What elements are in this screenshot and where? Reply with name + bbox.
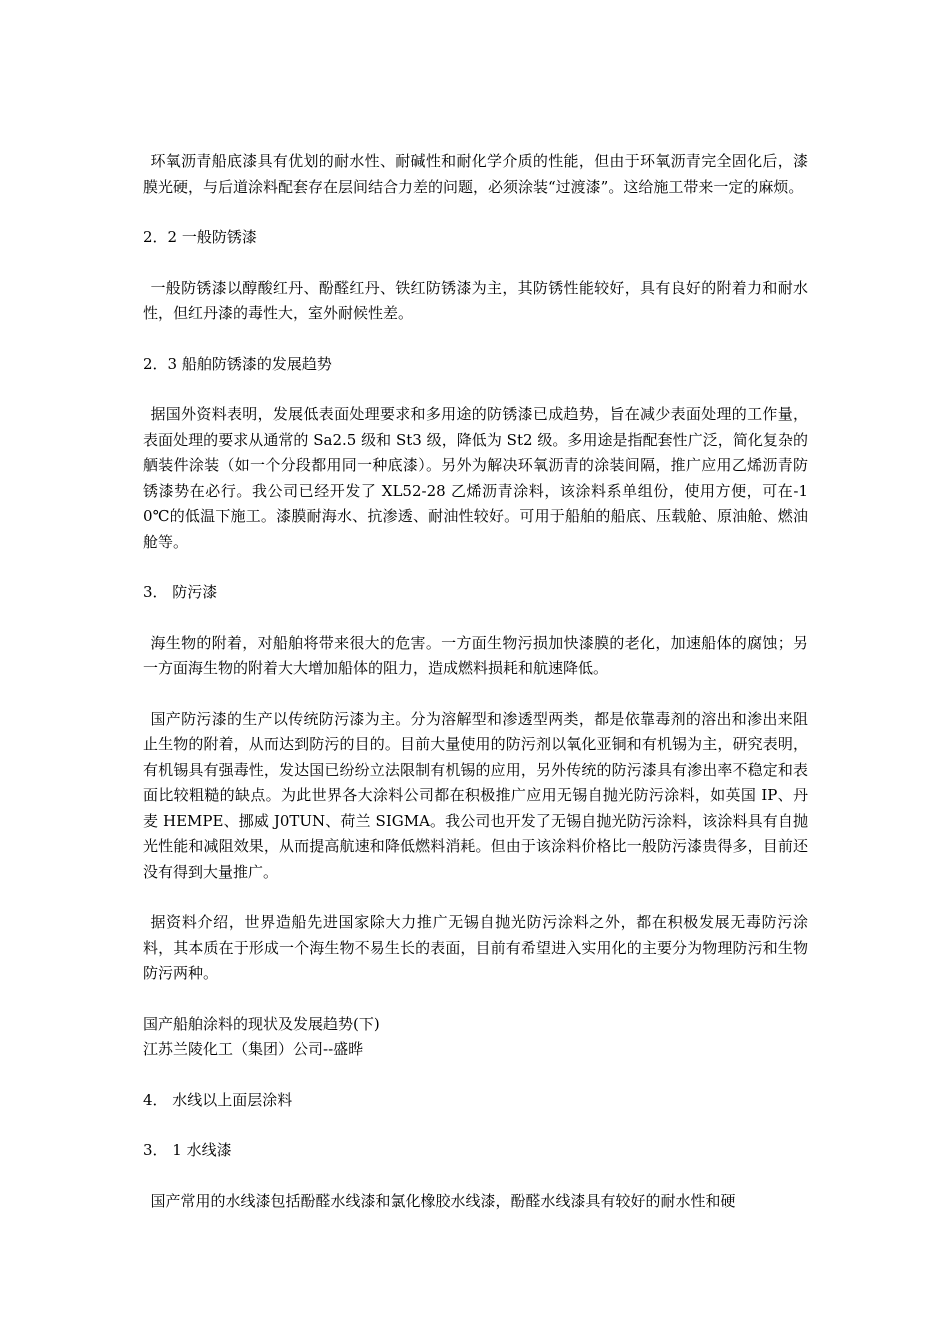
paragraph-antirust-trends: 据国外资料表明，发展低表面处理要求和多用途的防锈漆已成趋势，旨在减少表面处理的工作量，表面处理的要求从通常的 Sa2.5 级和 St3 级，降低为 St2 级。多用途是指配套性广泛，简化复杂的舾装件涂装（如一个分段都用同一种底漆）。另外为解决环氧沥青的涂装间隔，推广应用乙烯沥青防锈漆势在必行。我公司已经开发了 XL52-28 乙烯沥青涂料，该涂料系单组份，使用方便，可在-10℃的低温下施工。漆膜耐海水、抗渗透、耐油性较好。可用于船舶的船底、压载舱、原油舱、燃油舱等。 — [143, 405, 808, 551]
paragraph-gap — [143, 251, 808, 276]
paragraph-gap — [143, 606, 808, 631]
paragraph-domestic-antifouling: 国产防污漆的生产以传统防污漆为主。分为溶解型和渗透型两类，都是依靠毒剂的溶出和渗出来阻止生物的附着，从而达到防污的目的。目前大量使用的防污剂以氧化亚铜和有机锡为主，研究表明，有机锡具有强毒性，发达国已纷纷立法限制有机锡的应用，另外传统的防污漆具有渗出率不稳定和表面比较粗糙的缺点。为此世界各大涂料公司都在积极推广应用无锡自抛光防污涂料，如英国 IP、丹麦 HEMPE、挪威 J0TUN、荷兰 SIGMA。我公司也开发了无锡自抛光防污涂料，该涂料具有自抛光性能和减阻效果，从而提高航速和降低燃料消耗。但由于该涂料价格比一般防污漆贵得多，目前还没有得到大量推广。 — [143, 709, 808, 881]
paragraph-gap — [143, 682, 808, 707]
article-title: 国产船舶涂料的现状及发展趋势(下) — [143, 1014, 380, 1033]
paragraph-gap — [143, 1113, 808, 1138]
section-heading-4: 4． 水线以上面层涂料 — [143, 1090, 293, 1109]
article-author: 江苏兰陵化工（集团）公司--盛晔 — [143, 1040, 364, 1058]
paragraph-gap — [143, 885, 808, 910]
document-body — [143, 149, 808, 1214]
section-heading-3-1: 3． 1 水线漆 — [143, 1141, 232, 1159]
paragraph-general-antirust: 一般防锈漆以醇酸红丹、酚醛红丹、铁红防锈漆为主，其防锈性能较好，具有良好的附着力和耐水性，但红丹漆的毒性大，室外耐候性差。 — [143, 278, 808, 322]
paragraph-gap — [143, 1063, 808, 1088]
section-heading-3: 3． 防污漆 — [143, 583, 218, 601]
paragraph-gap — [143, 987, 808, 1012]
paragraph-gap — [143, 555, 808, 580]
paragraph-gap — [143, 377, 808, 402]
paragraph-nontoxic-antifouling: 据资料介绍，世界造船先进国家除大力推广无锡自抛光防污涂料之外，都在积极发展无毒防污涂料，其本质在于形成一个海生物不易生长的表面，目前有希望进入实用化的主要分为物理防污和生物防污两种。 — [143, 913, 808, 982]
paragraph-gap — [143, 327, 808, 352]
paragraph-epoxy-asphalt: 环氧沥青船底漆具有优划的耐水性、耐碱性和耐化学介质的性能，但由于环氧沥青完全固化后，漆膜光硬，与后道涂料配套存在层间结合力差的问题，必须涂装“过渡漆”。这给施工带来一定的麻烦。 — [143, 152, 808, 196]
section-heading-2-2: 2．2 一般防锈漆 — [143, 228, 257, 246]
paragraph-gap — [143, 200, 808, 225]
paragraph-waterline-paint: 国产常用的水线漆包括酚醛水线漆和氯化橡胶水线漆，酚醛水线漆具有较好的耐水性和硬 — [150, 1191, 736, 1210]
section-heading-2-3: 2．3 船舶防锈漆的发展趋势 — [143, 354, 332, 373]
paragraph-marine-fouling: 海生物的附着，对船舶将带来很大的危害。一方面生物污损加快漆膜的老化，加速船体的腐蚀；另一方面海生物的附着大大增加船体的阻力，造成燃料损耗和航速降低。 — [143, 633, 808, 677]
paragraph-gap — [143, 1164, 808, 1189]
